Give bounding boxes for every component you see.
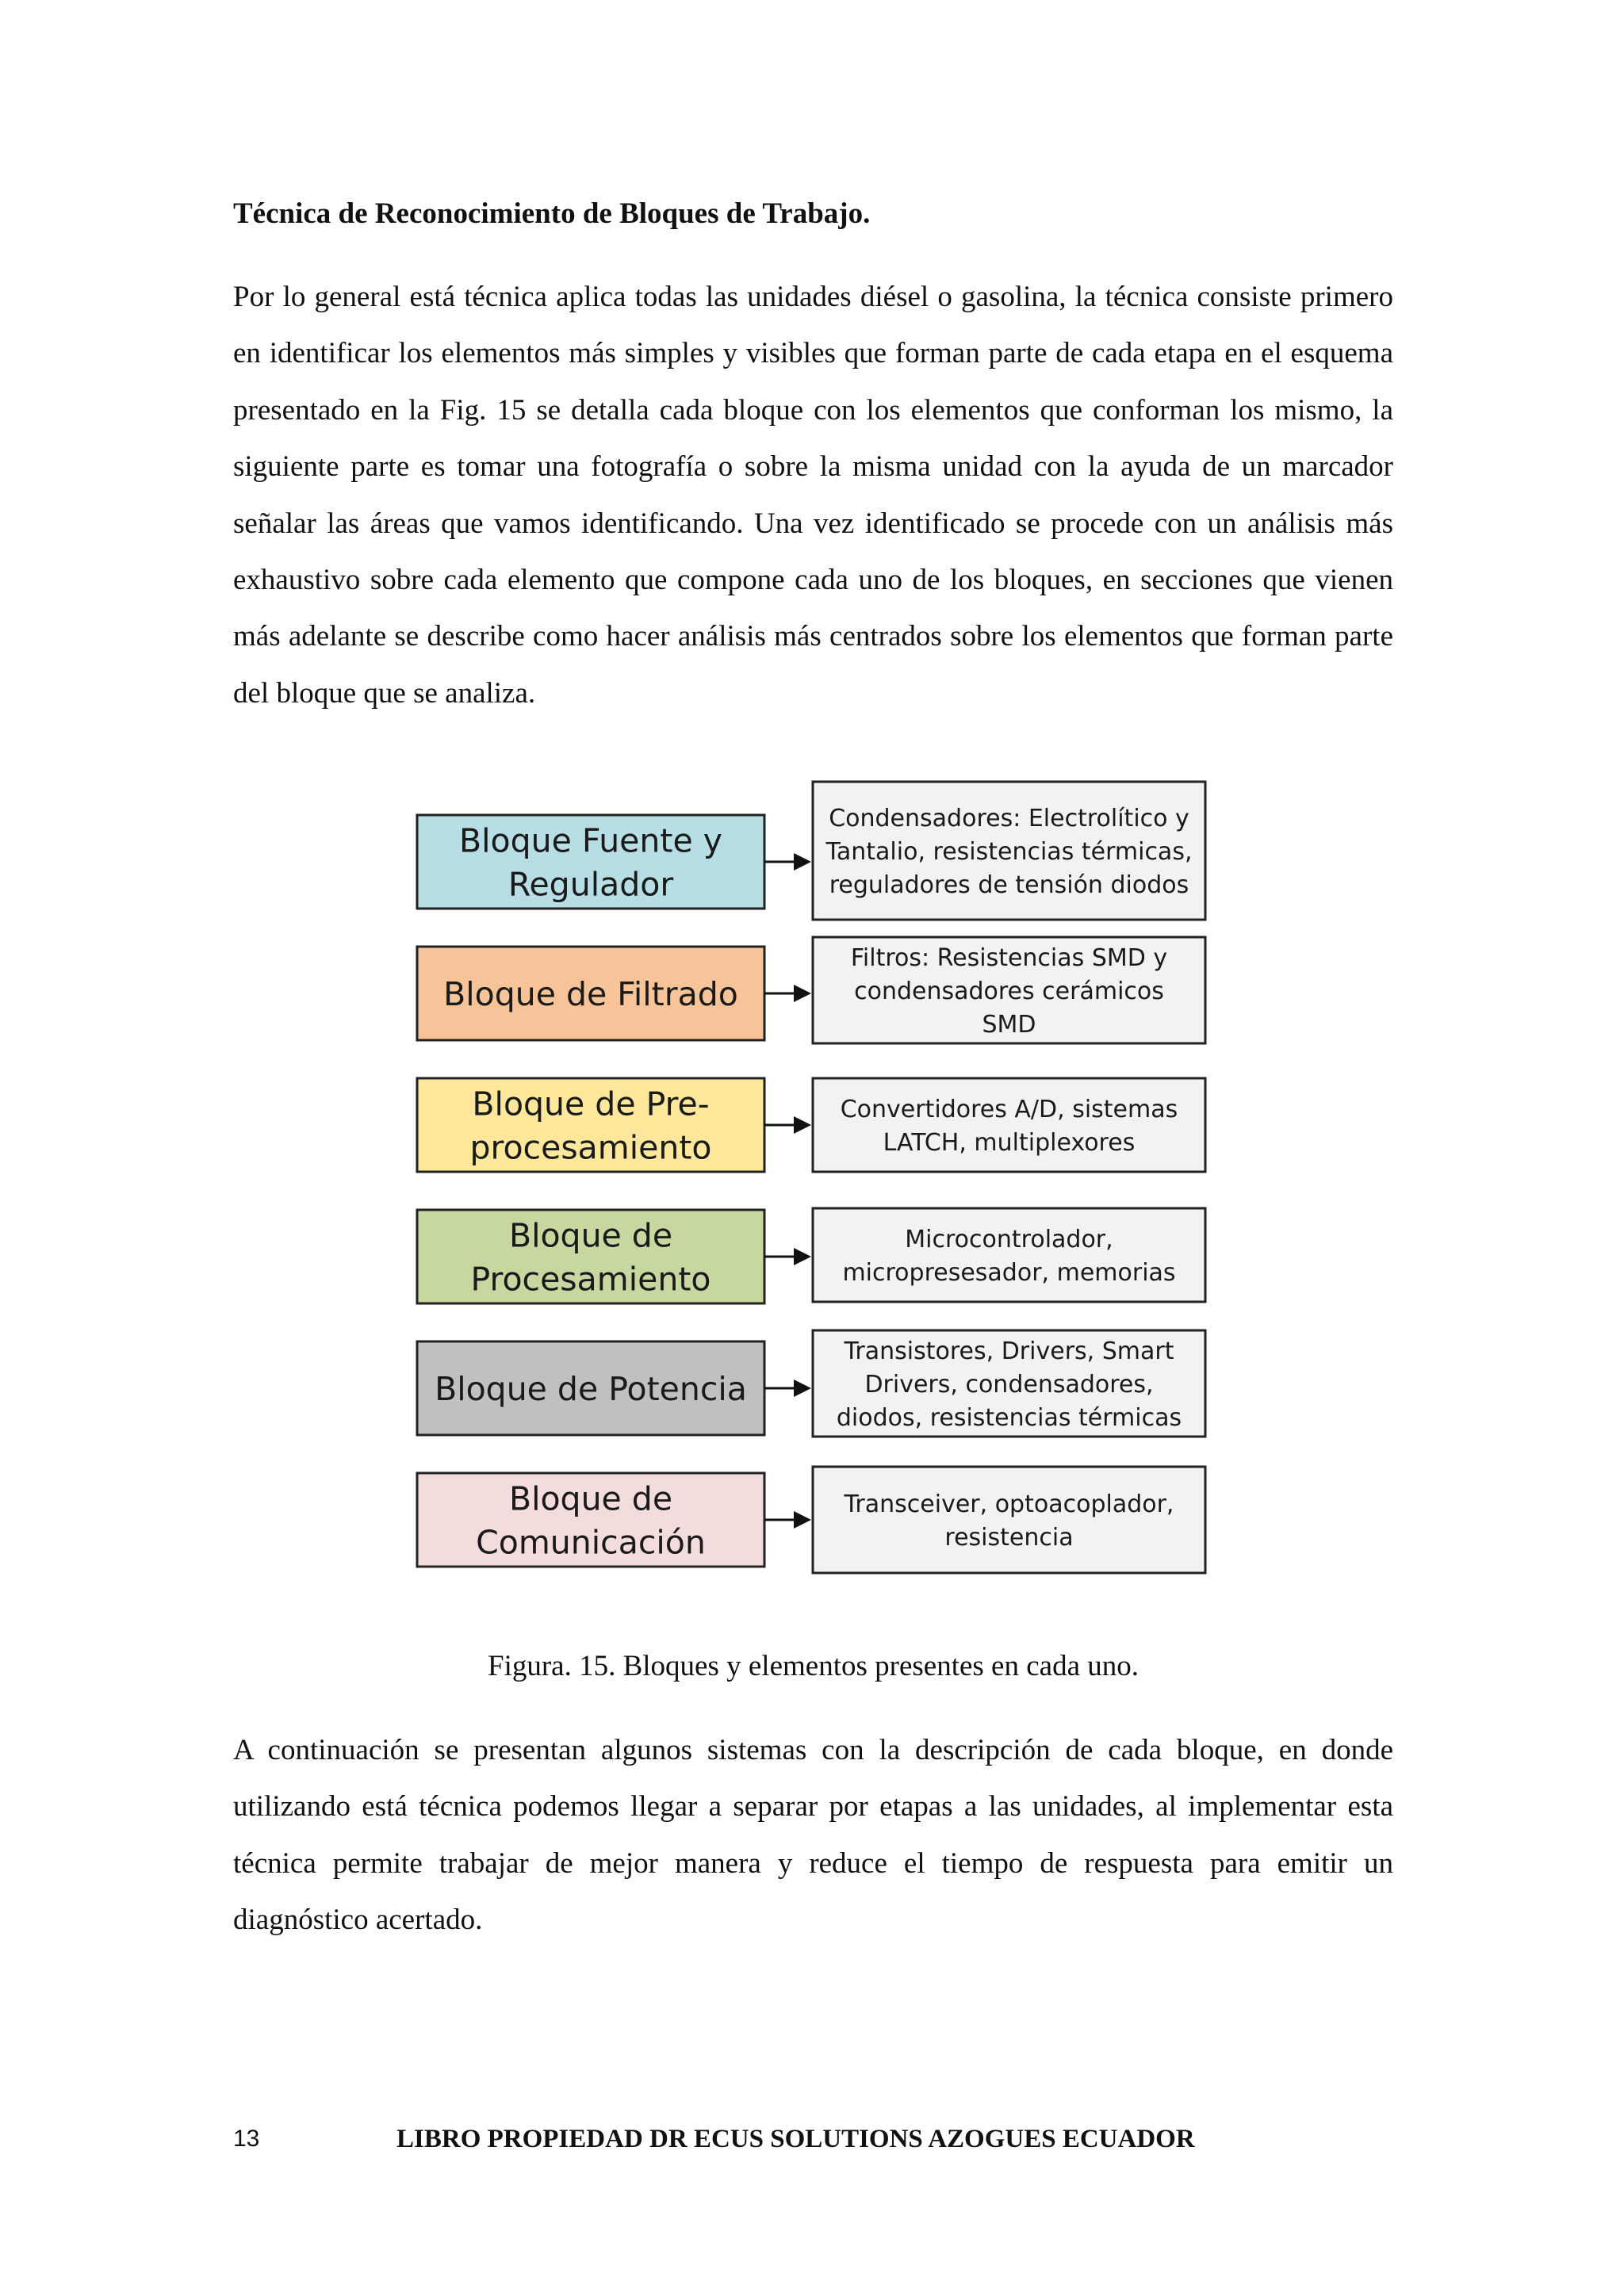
arrow-head (794, 1511, 811, 1529)
arrow-head (794, 853, 811, 871)
arrow-head (794, 985, 811, 1002)
block-title: Bloque de Potencia (435, 1369, 747, 1408)
elements-text: condensadores cerámicos (854, 977, 1164, 1005)
page-number: 13 (233, 2126, 260, 2152)
block-title: procesamiento (469, 1128, 712, 1167)
intro-paragraph: Por lo general está técnica aplica todas las unidades diésel o gasolina, la técnica consiste primero en identificar los elementos más simples y visibles que forman parte de cada etapa en el esquema presentado en la Fig. 15 se detalla cada bloque con los elementos que conforman los mismo, la siguiente parte es tomar una fotografía o sobre la misma unidad con la ayuda de un marcador señalar las áreas que vamos identificando. Una vez identificado se procede con un análisis más exhaustivo sobre cada elemento que compone cada uno de los bloques, en secciones que vienen más adelante se describe como hacer análisis más centrados sobre los elementos que forman parte del bloque que se analiza. (233, 281, 1393, 710)
elements-text: Transceiver, optoacoplador, (844, 1490, 1174, 1518)
elements-text: Microcontrolador, (905, 1225, 1113, 1253)
elements-text: resistencia (944, 1523, 1074, 1552)
block-title: Bloque de Filtrado (443, 974, 738, 1013)
elements-box (813, 1467, 1205, 1573)
elements-text: SMD (982, 1010, 1036, 1039)
elements-text: Filtros: Resistencias SMD y (850, 943, 1168, 972)
elements-text: Drivers, condensadores, (864, 1370, 1154, 1399)
elements-box (813, 1078, 1205, 1172)
block-title: Regulador (508, 865, 674, 904)
block-diagram (396, 761, 1237, 1586)
closing-paragraph: A continuación se presentan algunos sistemas con la descripción de cada bloque, en donde utilizando está técnica podemos llegar a separar por etapas a las unidades, al implementar esta técnica permite trabajar de mejor manera y reduce el tiempo de respuesta para emitir un diagnóstico acertado. (233, 1734, 1393, 1937)
block-diagram-svg (396, 761, 1237, 1586)
elements-text: LATCH, multiplexores (883, 1128, 1136, 1157)
arrow-head (794, 1116, 811, 1134)
arrow-head (794, 1248, 811, 1265)
elements-text: Transistores, Drivers, Smart (844, 1337, 1174, 1365)
elements-text: Condensadores: Electrolítico y (829, 804, 1189, 832)
elements-text: reguladores de tensión diodos (829, 871, 1189, 899)
arrow-head (794, 1380, 811, 1397)
block-title: Procesamiento (470, 1260, 711, 1299)
figure-caption: Figura. 15. Bloques y elementos presentes en cada uno. (488, 1650, 1139, 1682)
block-title: Bloque de (508, 1216, 673, 1255)
elements-text: diodos, resistencias térmicas (836, 1403, 1182, 1432)
block-title: Bloque de (508, 1479, 673, 1518)
elements-text: Tantalio, resistencias térmicas, (825, 837, 1193, 866)
footer-text: LIBRO PROPIEDAD DR ECUS SOLUTIONS AZOGUES ECUADOR (396, 2125, 1195, 2153)
block-title: Bloque Fuente y (458, 821, 723, 860)
block-title: Bloque de Pre- (472, 1085, 710, 1123)
block-title: Comunicación (476, 1523, 706, 1562)
elements-box (813, 1208, 1205, 1302)
elements-text: Convertidores A/D, sistemas (840, 1095, 1178, 1123)
elements-text: micropresesador, memorias (842, 1258, 1176, 1287)
section-heading: Técnica de Reconocimiento de Bloques de Trabajo. (233, 197, 871, 230)
